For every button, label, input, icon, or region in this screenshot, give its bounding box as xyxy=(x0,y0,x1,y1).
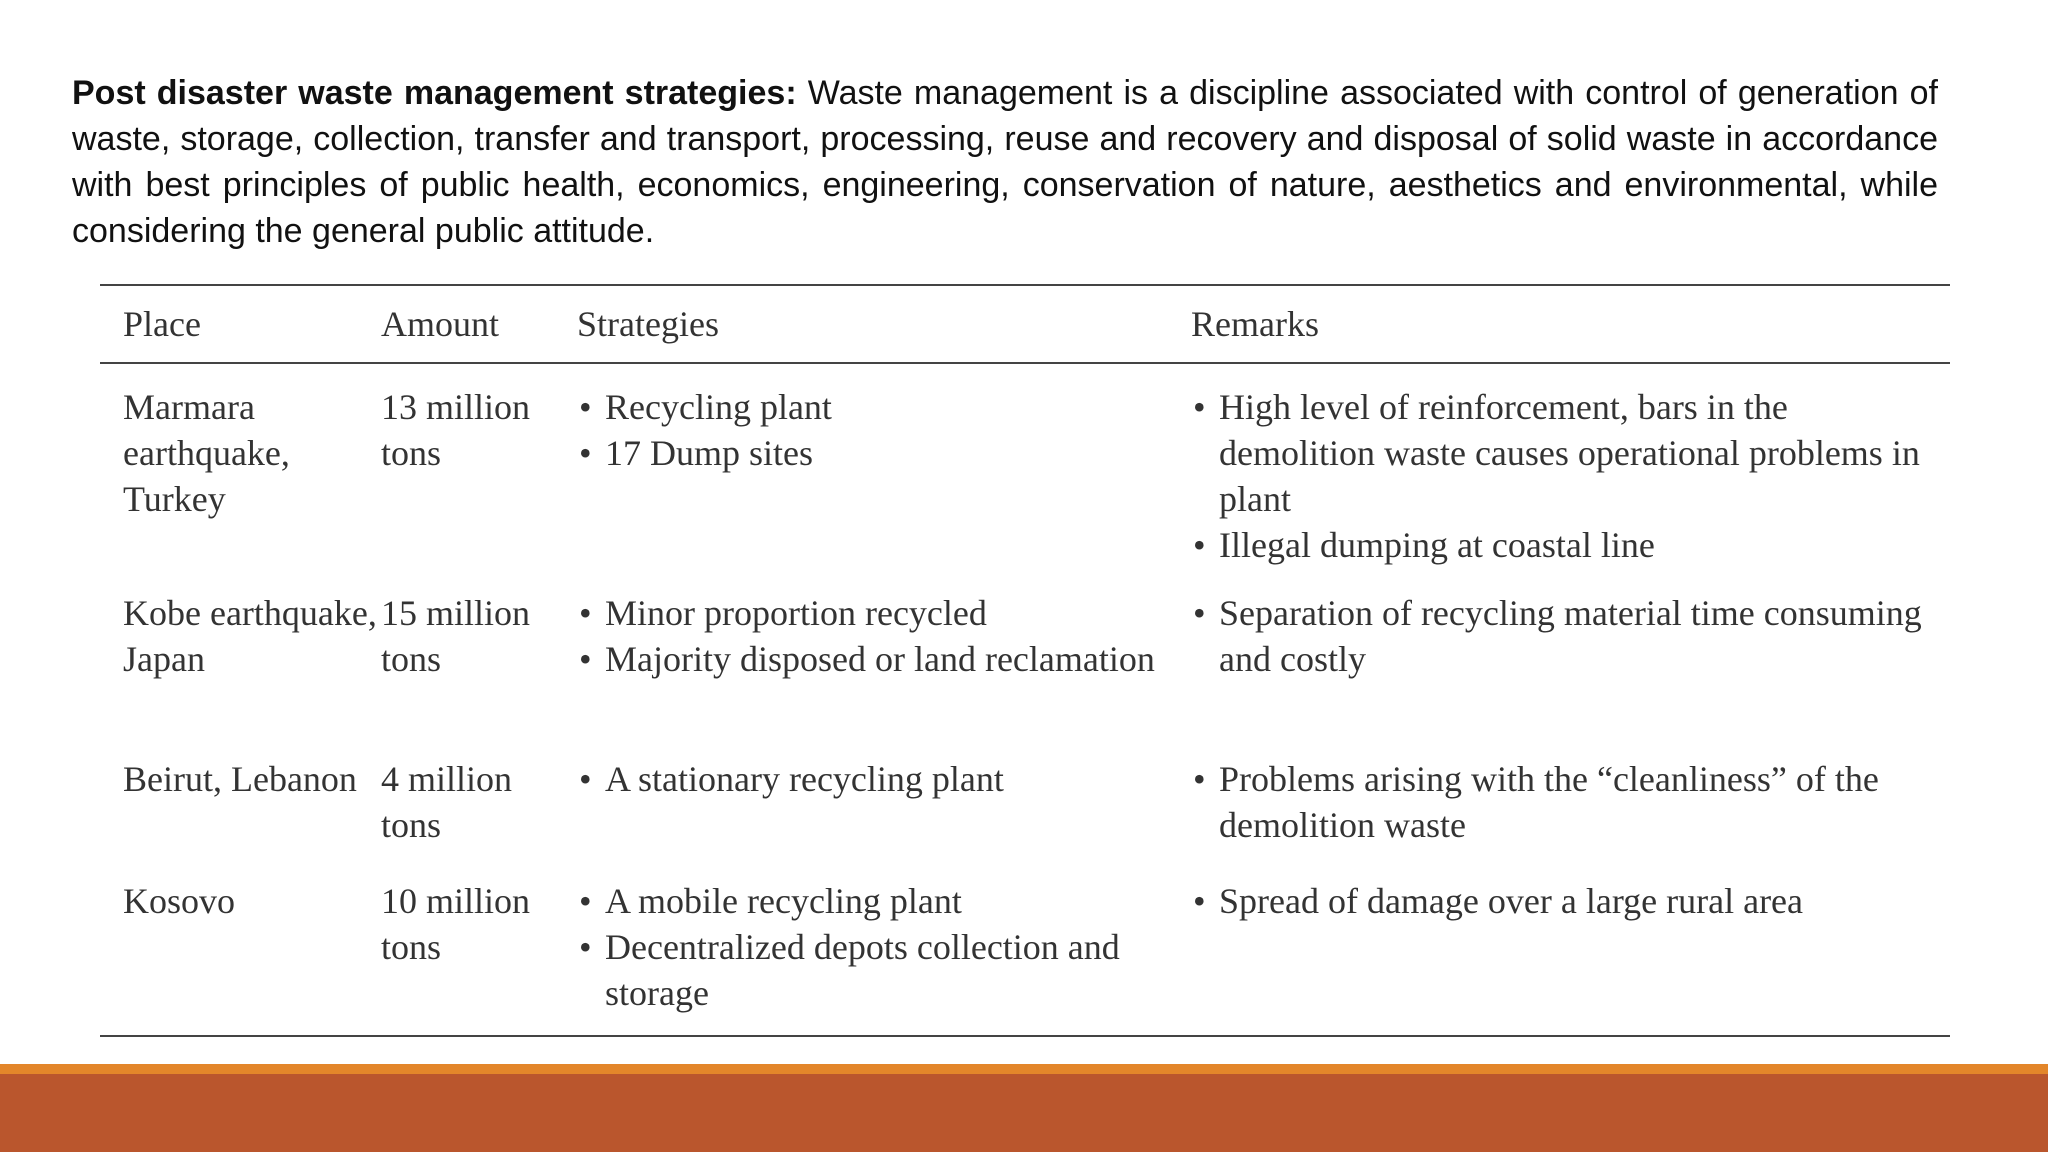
intro-paragraph xyxy=(72,70,1938,254)
header-amount: Amount xyxy=(381,286,577,363)
cell-remarks xyxy=(1191,574,1950,740)
cell-place: Marmara earthquake, Turkey xyxy=(123,387,290,519)
strategy-item: • Recycling plant xyxy=(577,384,1191,430)
remark-item: • Illegal dumping at coastal line xyxy=(1191,522,1950,568)
table-row xyxy=(100,740,1950,862)
cell-strategies xyxy=(577,363,1191,574)
header-remarks: Remarks xyxy=(1191,286,1950,363)
strategy-item: • 17 Dump sites xyxy=(577,430,1191,476)
table-row xyxy=(100,574,1950,740)
remark-item: • Problems arising with the “cleanliness” of the demolition waste xyxy=(1191,756,1950,848)
intro-body: Waste management is a discipline associated with control of generation of waste, storage, collection, transfer and transport, processing, reuse and recovery and disposal of solid waste in accordance with best principles of public health, economics, engineering, conservation of nature, aesthetics and environmental, while considering the general public attitude. xyxy=(72,74,1938,250)
cell-strategies xyxy=(577,574,1191,740)
strategy-item: • Decentralized depots collection and storage xyxy=(577,924,1191,1016)
strategy-item: • Majority disposed or land reclamation xyxy=(577,636,1191,682)
cell-place: Beirut, Lebanon xyxy=(123,759,357,799)
strategy-item: • A stationary recycling plant xyxy=(577,756,1191,802)
remark-item: • Spread of damage over a large rural area xyxy=(1191,878,1950,924)
remark-item: • Separation of recycling material time consuming and costly xyxy=(1191,590,1950,682)
strategy-item: • A mobile recycling plant xyxy=(577,878,1191,924)
table-row xyxy=(100,862,1950,1028)
cell-remarks xyxy=(1191,363,1950,574)
cell-place: Kosovo xyxy=(123,881,236,921)
header-strategies: Strategies xyxy=(577,286,1191,363)
cell-place: Kobe earthquake, Japan xyxy=(123,593,377,679)
intro-lead: Post disaster waste management strategies: xyxy=(72,74,797,112)
remark-item: • High level of reinforcement, bars in the demolition waste causes operational problems in plant xyxy=(1191,384,1950,522)
table-header-row xyxy=(100,286,1950,363)
cell-amount: 15 million tons xyxy=(381,593,531,679)
table-row xyxy=(100,363,1950,574)
footer-bar xyxy=(0,1074,2048,1152)
strategies-table xyxy=(100,284,1950,1037)
cell-remarks xyxy=(1191,740,1950,862)
cell-remarks xyxy=(1191,862,1950,1028)
cell-amount: 10 million tons xyxy=(381,881,531,967)
cell-amount: 4 million tons xyxy=(381,759,513,845)
cell-strategies xyxy=(577,740,1191,862)
footer-accent-stripe xyxy=(0,1064,2048,1074)
cell-amount: 13 million tons xyxy=(381,387,531,473)
strategy-item: • Minor proportion recycled xyxy=(577,590,1191,636)
header-place: Place xyxy=(100,286,381,363)
cell-strategies xyxy=(577,862,1191,1028)
